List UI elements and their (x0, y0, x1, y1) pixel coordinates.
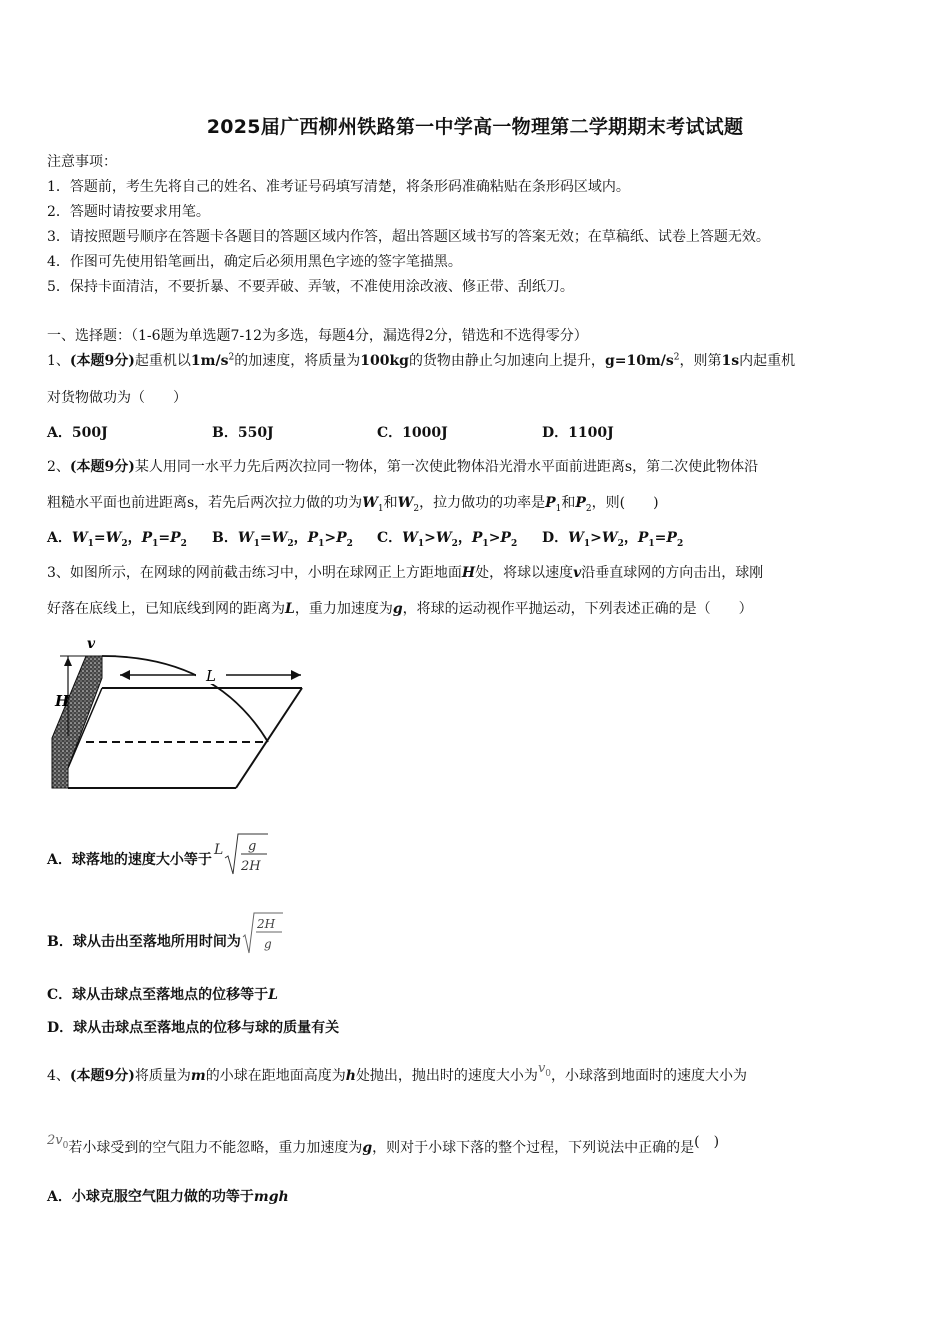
option-b[interactable]: B．550J (212, 425, 274, 441)
var-w: W (237, 530, 254, 546)
question-4-line-1 (47, 1061, 748, 1087)
q3-option-c[interactable] (47, 985, 278, 1005)
subscript: 2 (180, 538, 187, 549)
option-a[interactable]: A．500J (47, 425, 108, 441)
q2-text: ，拉力做功的功率是 (419, 495, 546, 511)
var-w: W (397, 495, 414, 511)
question-number: 3、 (47, 565, 70, 581)
note-item: 2．答题时请按要求用笔。 (47, 204, 210, 220)
comma: ， (457, 530, 472, 546)
q3-option-b[interactable] (47, 917, 285, 955)
relation: > (488, 530, 501, 546)
option-b[interactable] (212, 528, 377, 548)
q1-text: 的加速度，将质量为 (234, 353, 361, 369)
arrow-head-right-icon (291, 670, 301, 680)
q2-text: ，则( ) (591, 495, 659, 511)
comma: ， (127, 530, 142, 546)
subscript: 1 (555, 503, 562, 514)
option-label: D． (542, 530, 569, 546)
option-label: C． (377, 530, 403, 546)
question-2-line-2 (47, 493, 659, 513)
subscript: 1 (377, 503, 384, 514)
formula-denominator: 2H (240, 859, 261, 874)
subscript: 0 (545, 1068, 552, 1079)
option-text: C．球从击球点至落地点的位移等于 (47, 987, 269, 1003)
formula-sqrt-2h-over-g (241, 909, 285, 959)
comma: ， (623, 530, 638, 546)
var-p: P (545, 495, 556, 511)
section-heading: 一、选择题：（1-6题为单选题7-12为多选，每题4分，漏选得2分，错选和不选得零分） (47, 328, 588, 344)
var-g: g (362, 1140, 373, 1156)
var-mgh: mgh (253, 1189, 289, 1205)
page-title: 2025届广西柳州铁路第一中学高一物理第二学期期末考试试题 (206, 116, 744, 138)
h-arrow-icon (64, 657, 72, 666)
h-label: H (55, 692, 70, 710)
var-w: W (362, 495, 378, 511)
formula-numerator: 2H (256, 917, 275, 931)
relation: > (324, 530, 337, 546)
answer-paren: ( ) (694, 1134, 720, 1150)
relation: > (424, 530, 436, 546)
question-number: 4、 (47, 1068, 70, 1084)
q1-text: 起重机以 (134, 353, 191, 369)
relation: = (259, 530, 272, 546)
subscript: 1 (583, 538, 591, 549)
subscript: 1 (152, 538, 159, 549)
question-3-line-2 (47, 599, 753, 619)
question-3-line-1 (47, 563, 763, 583)
option-text: B．球从击出至落地所用时间为 (47, 934, 241, 950)
var-h: h (345, 1068, 356, 1084)
q3-text: ，将球的运动视作平抛运动，下列表述正确的是（ ） (402, 601, 753, 617)
subscript: 1 (417, 538, 425, 549)
var-w: W (271, 530, 288, 546)
q2-text: 和 (383, 495, 398, 511)
q2-text: 某人用同一水平力先后两次拉同一物体，第一次使此物体沿光滑水平面前进距离s，第二次使此物体沿 (134, 459, 759, 475)
option-c[interactable]: C．1000J (377, 425, 448, 441)
subscript: 1 (253, 538, 260, 549)
var-h: H (461, 565, 476, 581)
q4-text: 若小球受到的空气阻力不能忽略，重力加速度为 (68, 1140, 363, 1156)
q4-text: 将质量为 (134, 1068, 191, 1084)
var-w: W (568, 530, 584, 546)
q1-time: 1s (721, 353, 740, 369)
var-m: m (190, 1068, 206, 1084)
q1-superscript: 2 (228, 352, 235, 363)
q3-text: 好落在底线上，已知底线到网的距离为 (47, 601, 285, 617)
question-1-options (47, 423, 907, 443)
formula-numerator: g (247, 839, 257, 854)
formula-l: L (213, 842, 224, 858)
q4-option-a[interactable] (47, 1187, 289, 1207)
q1-gravity: g=10m/s (604, 353, 674, 369)
subscript: 2 (617, 538, 624, 549)
formula-l-sqrt-g-over-2h (212, 830, 272, 880)
relation: = (158, 530, 171, 546)
option-text: A．小球克服空气阻力做的功等于 (47, 1189, 254, 1205)
tennis-court-figure (46, 638, 308, 794)
relation: = (654, 530, 667, 546)
var-w: W (71, 530, 88, 546)
q3-text: 如图所示，在网球的网前截击练习中，小明在球网正上方距地面 (69, 565, 462, 581)
var-2v0: 2v (47, 1133, 63, 1148)
q1-text: 的货物由静止匀加速向上提升， (408, 353, 605, 369)
notes-heading: 注意事项： (47, 154, 117, 170)
q3-text: 处，将球以速度 (475, 565, 574, 581)
l-label: L (206, 667, 216, 685)
arrow-head-left-icon (120, 670, 130, 680)
q1-acceleration: 1m/s (190, 353, 229, 369)
question-number: 2、 (47, 459, 70, 475)
q4-text: 的小球在距地面高度为 (205, 1068, 346, 1084)
net-block (52, 656, 102, 788)
var-v: v (573, 565, 582, 581)
q3-option-d[interactable]: D．球从击球点至落地点的位移与球的质量有关 (47, 1020, 340, 1036)
subscript: 2 (451, 538, 458, 549)
var-p: P (471, 530, 483, 546)
subscript: 2 (121, 538, 128, 549)
question-number: 1、 (47, 353, 70, 369)
formula-denominator: g (263, 937, 272, 951)
q2-text: 粗糙水平面也前进距离s，若先后两次拉力做的功为 (47, 495, 363, 511)
q1-text: 内起重机 (739, 353, 796, 369)
relation: = (93, 530, 106, 546)
var-w: W (105, 530, 122, 546)
var-p: P (307, 530, 319, 546)
option-a[interactable] (47, 528, 212, 548)
q4-text: ，则对于小球下落的整个过程，下列说法中正确的是 (372, 1140, 695, 1156)
q3-text: 沿垂直球网的方向击出，球刚 (581, 565, 764, 581)
var-p: P (666, 530, 677, 546)
note-item: 3．请按照题号顺序在答题卡各题目的答题区域内作答，超出答题区域书写的答案无效；在草稿纸、试卷上答题无效。 (47, 229, 770, 245)
subscript: 2 (346, 538, 353, 549)
question-2-options (47, 528, 907, 548)
q1-mass: 100kg (360, 353, 409, 369)
q3-text: ，重力加速度为 (294, 601, 393, 617)
var-v0: v (537, 1061, 546, 1076)
q4-text: 处抛出，抛出时的速度大小为 (355, 1068, 538, 1084)
var-w: W (601, 530, 618, 546)
question-1-line-1 (47, 351, 795, 371)
var-p: P (336, 530, 347, 546)
var-w: W (402, 530, 418, 546)
var-w: W (435, 530, 452, 546)
subscript: 1 (318, 538, 325, 549)
subscript: 0 (62, 1140, 69, 1151)
q2-text: 和 (561, 495, 576, 511)
question-tag: (本题9分) (69, 1068, 135, 1084)
q4-text: ，小球落到地面时的速度大小为 (551, 1068, 748, 1084)
var-g: g (392, 601, 403, 617)
subscript: 1 (648, 538, 655, 549)
ball-trajectory (102, 656, 268, 742)
q1-text: ，则第 (679, 353, 722, 369)
var-l: L (268, 987, 278, 1003)
note-item: 5．保持卡面清洁，不要折暴、不要弄破、弄皱，不准使用涂改液、修正带、刮纸刀。 (47, 279, 574, 295)
option-c[interactable] (377, 528, 542, 548)
option-label: B． (212, 530, 238, 546)
subscript: 2 (585, 503, 592, 514)
subscript: 2 (676, 538, 684, 549)
question-2-line-1 (47, 457, 758, 477)
question-4-line-2 (47, 1133, 720, 1159)
v-label: v (87, 638, 96, 652)
subscript: 2 (510, 538, 518, 549)
question-tag: (本题9分) (69, 459, 135, 475)
var-p: P (500, 530, 511, 546)
court-right-edge (236, 688, 302, 788)
subscript: 2 (413, 503, 420, 514)
var-p: P (575, 495, 586, 511)
subscript: 1 (482, 538, 489, 549)
note-item: 4．作图可先使用铅笔画出，确定后必须用黑色字迹的签字笔描黑。 (47, 254, 462, 270)
option-text: A．球落地的速度大小等于 (47, 852, 212, 868)
option-label: A． (47, 530, 72, 546)
var-p: P (637, 530, 649, 546)
var-l: L (285, 601, 295, 617)
q1-superscript: 2 (673, 352, 680, 363)
subscript: 2 (287, 538, 294, 549)
note-item: 1．答题前，考生先将自己的姓名、准考证号码填写清楚，将条形码准确粘贴在条形码区域内。 (47, 179, 630, 195)
var-p: P (141, 530, 153, 546)
question-tag: (本题9分) (69, 353, 135, 369)
relation: > (590, 530, 602, 546)
option-d[interactable] (542, 528, 707, 548)
comma: ， (293, 530, 308, 546)
q3-option-a[interactable] (47, 839, 272, 874)
subscript: 1 (87, 538, 94, 549)
question-1-line-2: 对货物做功为（ ） (47, 390, 187, 406)
var-p: P (170, 530, 181, 546)
option-d[interactable]: D．1100J (542, 425, 614, 441)
